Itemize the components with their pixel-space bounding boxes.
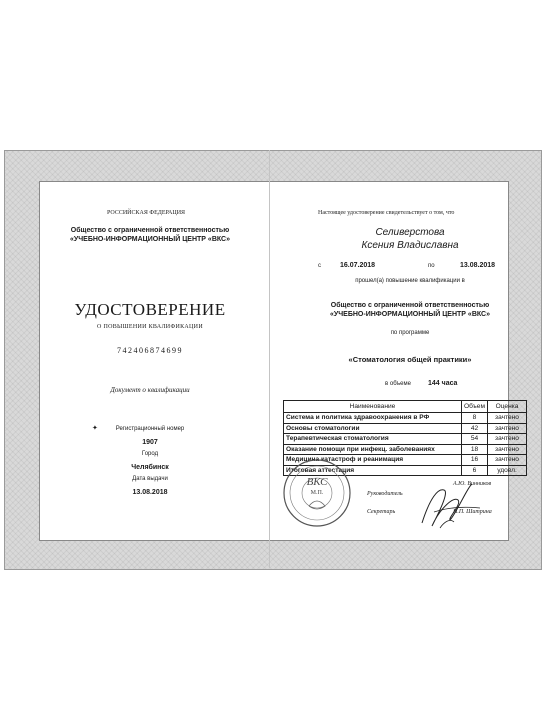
- right-org-line2: «УЧЕБНО-ИНФОРМАЦИОННЫЙ ЦЕНТР «ВКС»: [330, 311, 490, 318]
- subject-name: Оказание помощи при инфекц. заболеваниях: [284, 444, 462, 455]
- volume-label: в объеме: [385, 381, 411, 387]
- subject-hours: 18: [461, 444, 487, 455]
- official-stamp: [282, 458, 352, 528]
- serial-number: 742406874699: [117, 346, 183, 355]
- stamp-logo-text: ВКС: [306, 476, 328, 488]
- city: Челябинск: [131, 464, 169, 471]
- secretary-label: Секретарь: [367, 509, 396, 515]
- subject-hours: 16: [461, 455, 487, 466]
- subject-grade: удовл.: [488, 465, 527, 476]
- head-name: А.Ю. Винников: [453, 481, 492, 487]
- header-hours: Объем: [461, 401, 487, 413]
- subject-name: Основы стоматологии: [284, 423, 462, 434]
- issue-date: 13.08.2018: [132, 489, 168, 496]
- given-name: Ксения Владиславна: [361, 240, 459, 251]
- secretary-name: Н.П. Шитрина: [453, 509, 492, 515]
- subject-hours: 8: [461, 413, 487, 424]
- fold-line: [269, 150, 270, 568]
- doc-type: Документ о квалификации: [110, 386, 190, 394]
- subject-hours: 42: [461, 423, 487, 434]
- stamp-mp-text: М.П.: [310, 490, 324, 496]
- table-row: [284, 434, 527, 445]
- header-name: Наименование: [284, 401, 462, 413]
- table-row: [284, 413, 527, 424]
- subject-grade: зачтено: [488, 444, 527, 455]
- date-to: 13.08.2018: [460, 262, 496, 269]
- surname: Селиверстова: [375, 227, 445, 238]
- subject-grade: зачтено: [488, 413, 527, 424]
- table-row: [284, 423, 527, 434]
- subject-name: Система и политика здравоохранения в РФ: [284, 413, 462, 424]
- volume-value: 144 часа: [428, 380, 458, 387]
- handwritten-signature: [410, 478, 490, 533]
- to-label: по: [428, 263, 435, 269]
- subject-grade: зачтено: [488, 434, 527, 445]
- table-row: [284, 444, 527, 455]
- reg-number: 1907: [142, 439, 158, 446]
- program-label: по программе: [390, 330, 430, 336]
- from-label: с: [318, 263, 321, 269]
- subject-grade: зачтено: [488, 455, 527, 466]
- doc-subtitle: О ПОВЫШЕНИИ КВАЛИФИКАЦИИ: [97, 324, 203, 330]
- passed-text: прошел(а) повышение квалификации в: [355, 278, 465, 284]
- subject-hours: 54: [461, 434, 487, 445]
- city-label: Город: [141, 451, 159, 457]
- head-label: Руководитель: [367, 491, 403, 497]
- subject-name: Итоговая аттестация: [284, 465, 462, 476]
- subject-name: Терапевтическая стоматология: [284, 434, 462, 445]
- right-org-line1: Общество с ограниченной ответственностью: [330, 302, 490, 309]
- intro-text: Настоящее удостоверение свидетельствует о том, что: [318, 210, 455, 216]
- subject-grade: зачтено: [488, 423, 527, 434]
- reg-number-label: Регистрационный номер: [115, 426, 185, 432]
- doc-title: УДОСТОВЕРЕНИЕ: [74, 300, 226, 319]
- table-header-row: [284, 401, 527, 413]
- program-name: «Стоматология общей практики»: [348, 355, 472, 364]
- left-org-line1: Общество с ограниченной ответственностью: [70, 227, 230, 234]
- subject-name: Медицина катастроф и реанимация: [284, 455, 462, 466]
- date-from: 16.07.2018: [340, 262, 376, 269]
- subject-hours: 6: [461, 465, 487, 476]
- bullet-mark: ✦: [92, 425, 98, 432]
- country-label: РОССИЙСКАЯ ФЕДЕРАЦИЯ: [107, 210, 186, 216]
- left-org-line2: «УЧЕБНО-ИНФОРМАЦИОННЫЙ ЦЕНТР «ВКС»: [70, 236, 230, 243]
- issue-date-label: Дата выдачи: [132, 476, 168, 482]
- header-grade: Оценка: [488, 401, 527, 413]
